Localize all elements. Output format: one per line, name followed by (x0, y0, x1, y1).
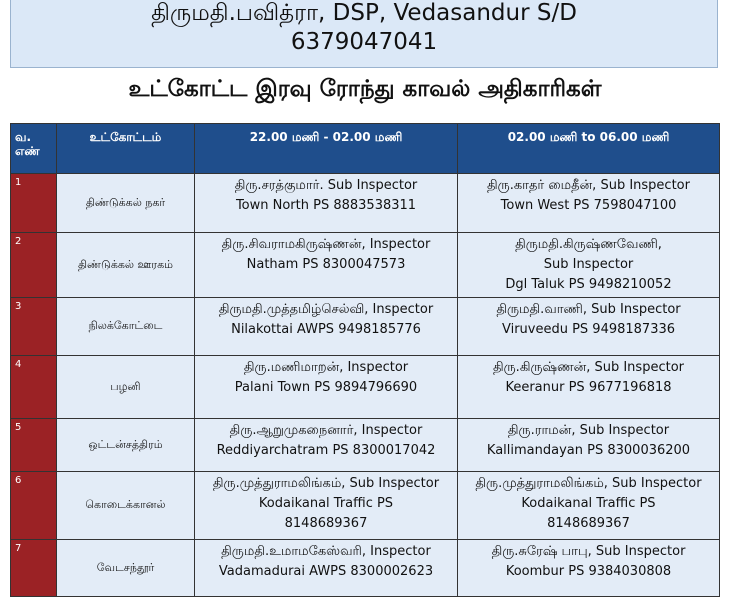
patrol-roster-table (10, 123, 720, 597)
column-header-subdivision: உட்கோட்டம் (57, 124, 195, 174)
subdivision-name: திண்டுக்கல் ஊரகம் (57, 233, 195, 298)
shift-2-officer: திரு.முத்துராமலிங்கம், Sub Inspector Kodaikanal Traffic PS 8148689367 (458, 472, 720, 540)
subdivision-name: நிலக்கோட்டை (57, 298, 195, 356)
table-row (11, 298, 720, 356)
subdivision-name: பழனி (57, 356, 195, 419)
shift-2-officer: திருமதி.வாணி, Sub Inspector Viruveedu PS 9498187336 (458, 298, 720, 356)
table-row (11, 419, 720, 472)
shift-2-officer: திரு.ராமன், Sub Inspector Kallimandayan PS 8300036200 (458, 419, 720, 472)
serial-number: 5 (11, 419, 57, 472)
shift-1-officer: திரு.சரத்குமார். Sub Inspector Town North PS 8883538311 (195, 174, 458, 233)
serial-number: 4 (11, 356, 57, 419)
column-header-shift-2: 02.00 மணி to 06.00 மணி (458, 124, 720, 174)
dsp-phone: 6379047041 (290, 29, 438, 55)
subdivision-name: ஒட்டன்சத்திரம் (57, 419, 195, 472)
subdivision-name: கொடைக்கானல் (57, 472, 195, 540)
dsp-officer-line: திருமதி.பவித்ரா, DSP, Vedasandur S/D (151, 0, 577, 26)
shift-1-officer: திருமதி.முத்தமிழ்செல்வி, Inspector Nilakottai AWPS 9498185776 (195, 298, 458, 356)
serial-number: 7 (11, 540, 57, 597)
shift-1-officer: திருமதி.உமாமகேஸ்வரி, Inspector Vadamadurai AWPS 8300002623 (195, 540, 458, 597)
subdivision-name: திண்டுக்கல் நகர் (57, 174, 195, 233)
column-header-shift-1: 22.00 மணி - 02.00 மணி (195, 124, 458, 174)
shift-1-officer: திரு.சிவராமகிருஷ்ணன், Inspector Natham PS 8300047573 (195, 233, 458, 298)
shift-1-officer: திரு.முத்துராமலிங்கம், Sub Inspector Kodaikanal Traffic PS 8148689367 (195, 472, 458, 540)
serial-number: 1 (11, 174, 57, 233)
table-row (11, 540, 720, 597)
serial-number: 6 (11, 472, 57, 540)
table-row (11, 356, 720, 419)
serial-number: 3 (11, 298, 57, 356)
table-row (11, 472, 720, 540)
shift-2-officer: திரு.காதர் மைதீன், Sub Inspector Town West PS 7598047100 (458, 174, 720, 233)
shift-2-officer: திருமதி.கிருஷ்ணவேணி, Sub Inspector Dgl Taluk PS 9498210052 (458, 233, 720, 298)
shift-2-officer: திரு.சுரேஷ் பாபு, Sub Inspector Koombur PS 9384030808 (458, 540, 720, 597)
header-box (10, 0, 718, 68)
table-row (11, 233, 720, 298)
shift-1-officer: திரு.மணிமாறன், Inspector Palani Town PS 9894796690 (195, 356, 458, 419)
column-header-serial: வ. எண் (11, 124, 57, 174)
subdivision-name: வேடசந்தூர் (57, 540, 195, 597)
page-title: உட்கோட்ட இரவு ரோந்து காவல் அதிகாரிகள் (128, 76, 602, 102)
shift-1-officer: திரு.ஆறுமுகநைனார், Inspector Reddiyarchatram PS 8300017042 (195, 419, 458, 472)
table-row (11, 174, 720, 233)
serial-number: 2 (11, 233, 57, 298)
shift-2-officer: திரு.கிருஷ்ணன், Sub Inspector Keeranur PS 9677196818 (458, 356, 720, 419)
table-header-row (11, 124, 720, 174)
